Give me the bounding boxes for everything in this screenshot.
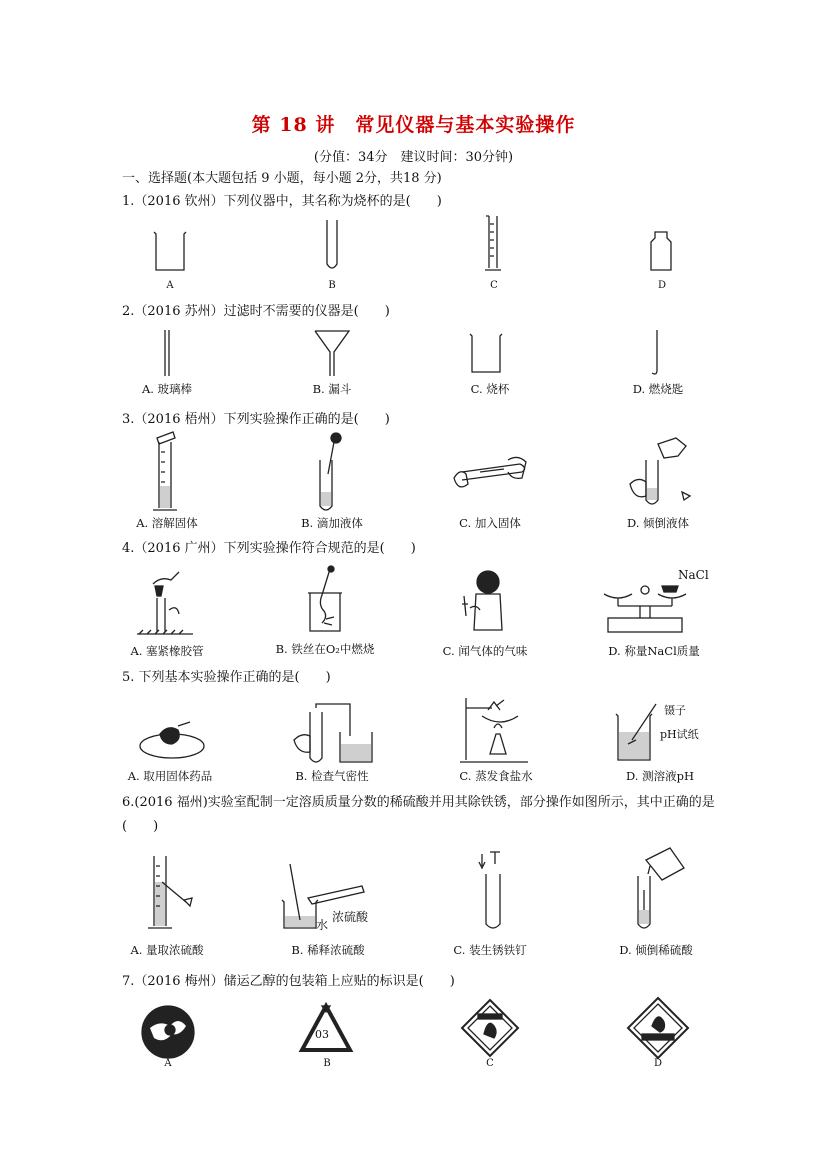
question-5-option-c: C. 蒸发食盐水	[459, 769, 533, 783]
question-3-option-b: B. 滴加液体	[301, 516, 363, 530]
funnel-figure	[312, 328, 352, 378]
evaporate-figure	[458, 694, 538, 766]
question-6-option-d: D. 倾倒稀硫酸	[619, 943, 693, 957]
combustion-spoon-figure	[646, 328, 670, 378]
flammable-liquid-label-icon	[626, 996, 690, 1060]
question-1-option-b: B	[328, 280, 336, 291]
tweezers-label: 镊子	[664, 704, 686, 717]
question-4-option-c: C. 闻气体的气味	[442, 644, 528, 658]
question-3-option-c: C. 加入固体	[459, 516, 521, 530]
ph-test-figure	[610, 700, 660, 764]
rubber-tube-figure	[135, 562, 195, 636]
dissolve-in-cylinder-figure	[145, 430, 185, 514]
question-6-stem: 6.(2016 福州)实验室配制一定溶质质量分数的稀硫酸并用其除铁锈，部分操作如图所示，其中正确的是( )	[122, 795, 715, 834]
flammable-solid-label-icon	[460, 998, 520, 1058]
airtight-check-figure	[290, 702, 380, 766]
ph-paper-label: pH试纸	[660, 728, 699, 741]
question-3-option-a: A. 溶解固体	[136, 516, 198, 530]
question-2-option-d: D. 燃烧匙	[632, 382, 684, 396]
balance-figure	[600, 570, 690, 636]
question-3-stem: 3.（2016 梧州）下列实验操作正确的是( )	[122, 412, 390, 427]
question-1-option-a: A	[166, 280, 174, 291]
question-5-option-d: D. 测溶液pH	[625, 769, 694, 783]
question-7-option-c: C	[486, 1058, 494, 1069]
dropper-figure	[310, 430, 350, 514]
recycling-code-label: 03	[315, 1028, 329, 1041]
question-5-option-a: A. 取用固体药品	[127, 769, 213, 783]
graduated-cylinder-figure	[480, 212, 504, 274]
question-7-stem: 7.（2016 梅州）储运乙醇的包装箱上应贴的标识是( )	[122, 974, 455, 989]
beaker-figure	[466, 330, 506, 376]
add-solid-figure	[450, 450, 530, 514]
conc-acid-label: 浓硫酸	[332, 910, 369, 924]
question-2-option-b: B. 漏斗	[312, 382, 352, 396]
question-1-stem: 1.（2016 钦州）下列仪器中，其名称为烧杯的是( )	[122, 194, 442, 209]
question-2-option-a: A. 玻璃棒	[141, 382, 193, 396]
question-5-stem: 5. 下列基本实验操作正确的是( )	[122, 670, 331, 685]
question-6-option-c: C. 装生锈铁钉	[453, 943, 527, 957]
question-6-option-b: B. 稀释浓硫酸	[291, 943, 365, 957]
iron-wire-combustion-figure	[300, 565, 350, 637]
beaker-figure	[150, 228, 190, 274]
question-2-option-c: C. 烧杯	[470, 382, 510, 396]
pour-liquid-figure	[620, 436, 700, 514]
smell-gas-figure	[452, 568, 512, 636]
section-heading: 一、选择题(本大题包括 9 小题，每小题 2分，共18 分)	[122, 171, 442, 186]
measure-acid-figure	[140, 852, 200, 934]
hazard-symbol-a-icon	[140, 1004, 196, 1060]
question-1-option-c: C	[490, 280, 498, 291]
pour-dilute-acid-figure	[626, 846, 696, 936]
page-title: 第 18 讲 常见仪器与基本实验操作	[251, 114, 576, 136]
water-label: 水	[316, 918, 329, 932]
question-4-option-b: B. 铁丝在O₂中燃烧	[275, 642, 375, 656]
rusty-nail-figure	[478, 850, 508, 934]
question-1-option-d: D	[657, 280, 667, 291]
question-7-option-b: B	[323, 1058, 331, 1069]
question-5-option-b: B. 检查气密性	[295, 769, 369, 783]
question-7-option-d: D	[653, 1058, 663, 1069]
question-6-option-a: A. 量取浓硫酸	[130, 943, 204, 957]
question-4-stem: 4.（2016 广州）下列实验操作符合规范的是( )	[122, 541, 416, 556]
test-tube-figure	[320, 218, 344, 274]
question-7-option-a: A	[164, 1058, 172, 1069]
glass-rod-figure	[160, 328, 174, 378]
reagent-bottle-figure	[646, 230, 676, 274]
question-2-stem: 2.（2016 苏州）过滤时不需要的仪器是( )	[122, 304, 390, 319]
question-4-option-a: A. 塞紧橡胶管	[130, 644, 204, 658]
page-subtitle: (分值：34分 建议时间：30分钟)	[313, 150, 514, 165]
question-4-option-d: D. 称量NaCl质量	[608, 644, 700, 658]
question-3-option-d: D. 倾倒液体	[626, 516, 690, 530]
take-solid-figure	[138, 712, 208, 762]
nacl-label: NaCl	[678, 568, 709, 582]
